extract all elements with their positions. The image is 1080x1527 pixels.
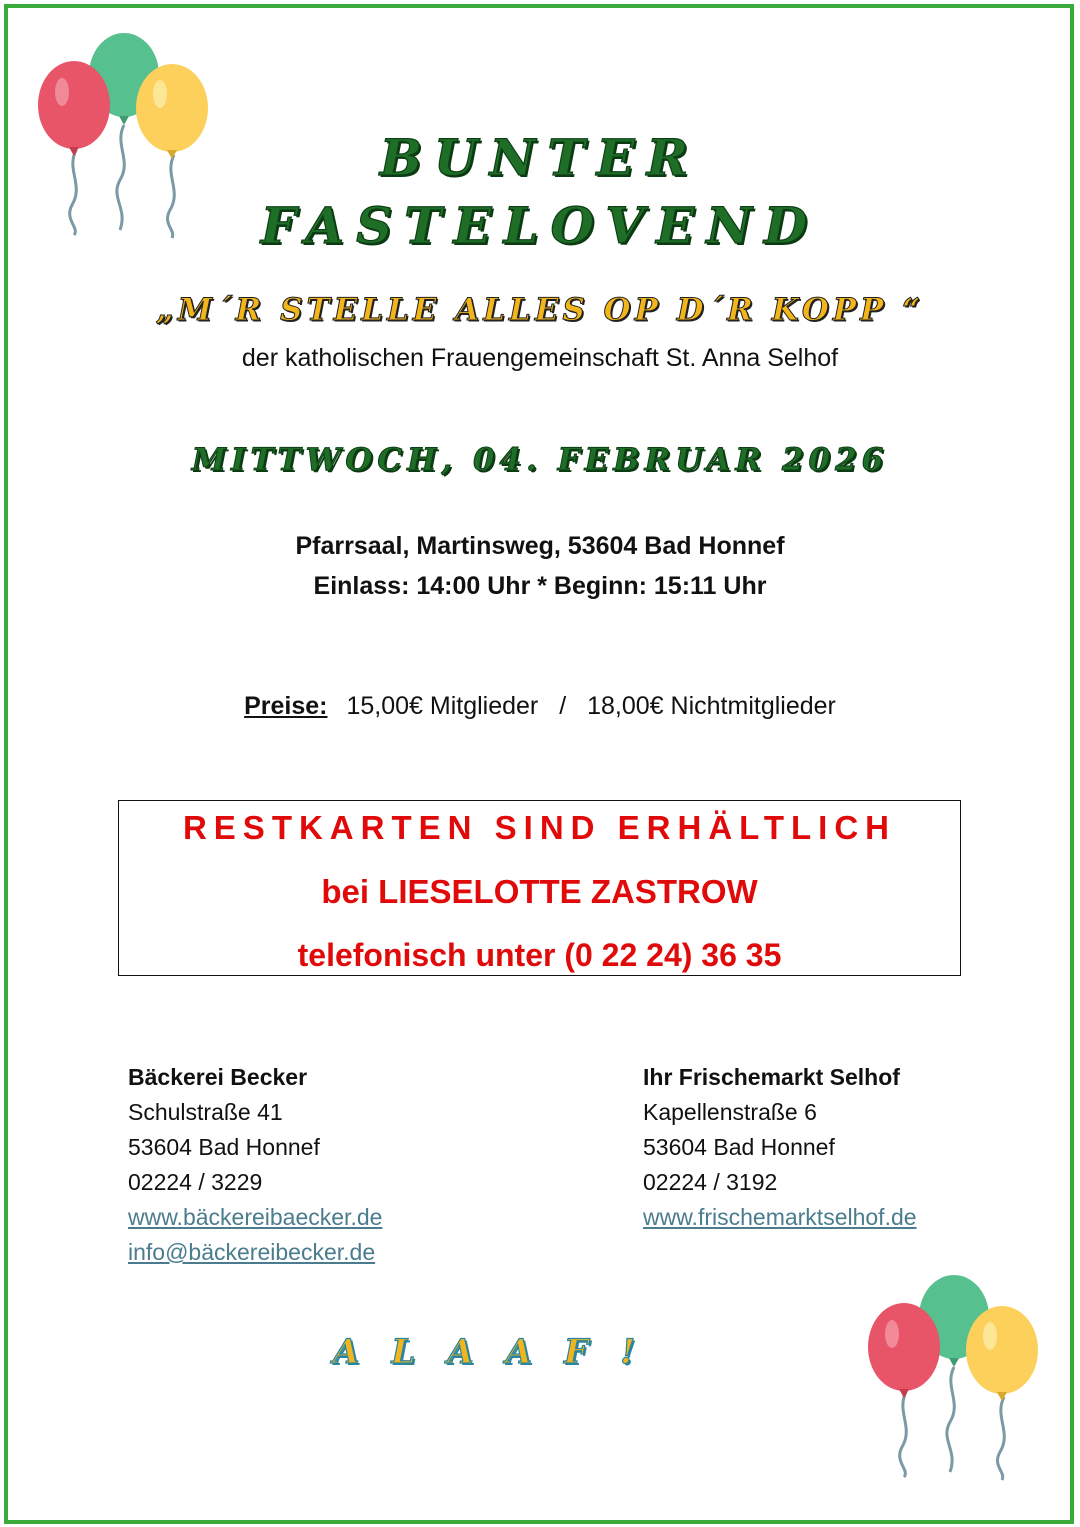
balloons-icon [864, 1272, 1044, 1482]
title-line-1: BUNTER [379, 128, 701, 187]
tickets-headline: RESTKARTEN SIND ERHÄLTLICH [182, 809, 897, 846]
sponsor-street: Schulstraße 41 [128, 1099, 283, 1125]
tickets-phone: telefonisch unter (0 22 24) 36 35 [297, 937, 782, 973]
sponsor-city: 53604 Bad Honnef [643, 1134, 835, 1160]
sponsor-phone: 02224 / 3229 [128, 1169, 263, 1195]
tickets-box [118, 800, 961, 976]
price-members: 15,00€ Mitglieder [346, 692, 539, 720]
prices-line [0, 692, 1080, 721]
sponsor-website-link[interactable]: www.bäckereibaecker.de [128, 1204, 383, 1230]
sponsor-website-link[interactable]: www.frischemarktselhof.de [643, 1204, 917, 1230]
tickets-contact: bei LIESELOTTE ZASTROW [321, 873, 758, 910]
sponsor-email-link[interactable]: info@bäckereibecker.de [128, 1239, 376, 1265]
title-line-2: FASTELOVEND [260, 196, 820, 255]
sponsor-frischemarkt-selhof [643, 1060, 917, 1235]
sponsor-city: 53604 Bad Honnef [128, 1134, 320, 1160]
event-date: MITTWOCH, 04. FEBRUAR 2026 [191, 442, 889, 478]
sponsor-name: Ihr Frischemarkt Selhof [643, 1064, 900, 1090]
closing-alaaf: ALAAF! [332, 1332, 668, 1372]
sponsor-street: Kapellenstraße 6 [643, 1099, 817, 1125]
event-times: Einlass: 14:00 Uhr * Beginn: 15:11 Uhr [313, 572, 767, 600]
price-non-members: 18,00€ Nichtmitglieder [587, 692, 836, 720]
sponsor-name: Bäckerei Becker [128, 1064, 308, 1090]
prices-label: Preise: [244, 692, 328, 720]
sponsor-baeckerei-becker [128, 1060, 382, 1270]
subtitle: der katholischen Frauengemeinschaft St. Anna Selhof [241, 344, 839, 372]
venue: Pfarrsaal, Martinsweg, 53604 Bad Honnef [295, 532, 785, 560]
price-separator: / [559, 692, 567, 720]
sponsor-phone: 02224 / 3192 [643, 1169, 778, 1195]
motto: „M´R STELLE ALLES OP D´R KOPP “ [155, 292, 925, 328]
